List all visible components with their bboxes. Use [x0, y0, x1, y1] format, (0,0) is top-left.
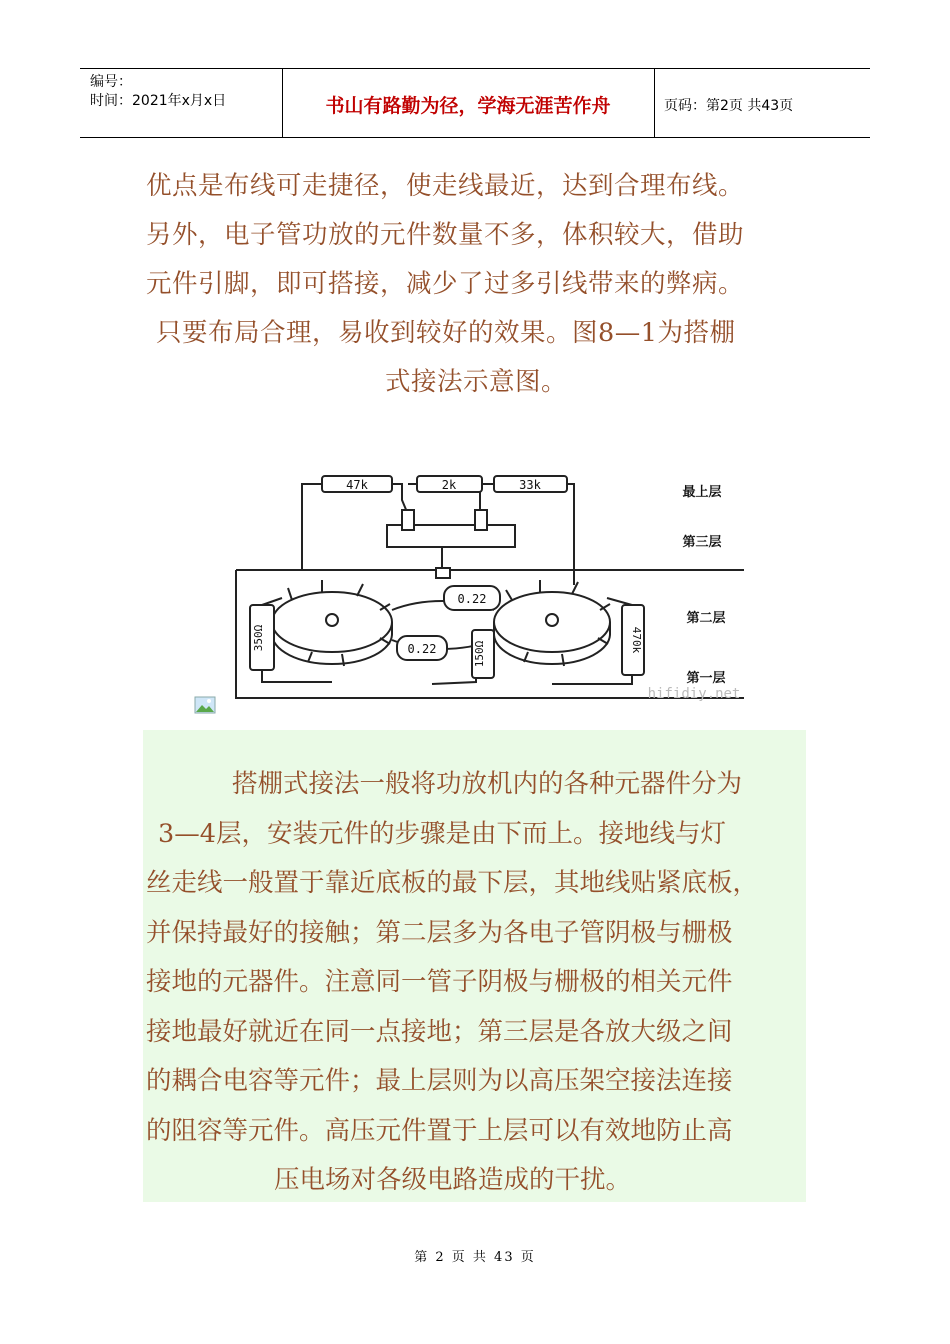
motto: 书山有路勤为径，学海无涯苦作舟 [325, 95, 611, 117]
capacitor-label-lower: 0.22 [407, 642, 437, 656]
resistor-label-150: 150Ω [473, 640, 486, 668]
text-line: 丝走线一般置于靠近底板的最下层，其地线贴紧底板， [146, 868, 759, 898]
document-header [80, 68, 870, 138]
text-line: 压电场对各级电路造成的干扰。 [274, 1165, 632, 1195]
capacitor-label-upper: 0.22 [457, 592, 487, 606]
resistor-label-33k: 33k [519, 478, 541, 492]
text-line: 并保持最好的接触；第二层多为各电子管阴极与栅极 [146, 917, 733, 948]
text-line: 3—4层，安装元件的步骤是由下而上。接地线与灯 [158, 818, 726, 849]
text-line: 优点是布线可走捷径，使走线最近，达到合理布线。 [146, 171, 745, 201]
layer-label-third: 第三层 [682, 535, 722, 550]
text-line: 元件引脚，即可搭接，减少了过多引线带来的弊病。 [146, 269, 745, 299]
text-line: 搭棚式接法一般将功放机内的各种元器件分为 [181, 769, 743, 799]
time-label: 时间：2021年x月x日 [90, 93, 227, 109]
number-label: 编号： [90, 74, 132, 90]
header-left [90, 73, 226, 111]
resistor-label-47k: 47k [346, 478, 368, 492]
text-line: 的耦合电容等元件；最上层则为以高压架空接法连接 [146, 1066, 733, 1096]
resistor-label-2k: 2k [441, 478, 457, 492]
text-line: 接地最好就近在同一点接地；第三层是各放大级之间 [146, 1016, 733, 1047]
resistor-label-350: 350Ω [252, 624, 265, 652]
text-line: 的阻容等元件。高压元件置于上层可以有效地防止高 [146, 1115, 733, 1146]
text-line: 式接法示意图。 [384, 367, 567, 397]
text-line: 只要布局合理，易收到较好的效果。图8—1为搭棚 [156, 318, 736, 348]
paragraph-intro [146, 162, 806, 407]
page-footer: 第 2 页 共 43 页 [414, 1250, 536, 1265]
layer-label-second: 第二层 [686, 611, 726, 626]
page-info: 页码：第2页 共43页 [664, 98, 794, 114]
text-line: 接地的元器件。注意同一管子阴极与栅极的相关元件 [146, 967, 733, 997]
point-to-point-wiring-diagram [232, 470, 744, 710]
header-divider [654, 69, 655, 137]
resistor-label-470k: 470k [630, 626, 643, 654]
layer-label-first: 第一层 [686, 671, 726, 686]
watermark: hifidiy.net [647, 686, 741, 702]
paragraph-layers [146, 760, 836, 1206]
image-placeholder-icon [194, 696, 216, 714]
text-line: 另外，电子管功放的元件数量不多，体积较大，借助 [146, 220, 745, 250]
layer-label-top: 最上层 [682, 485, 722, 500]
